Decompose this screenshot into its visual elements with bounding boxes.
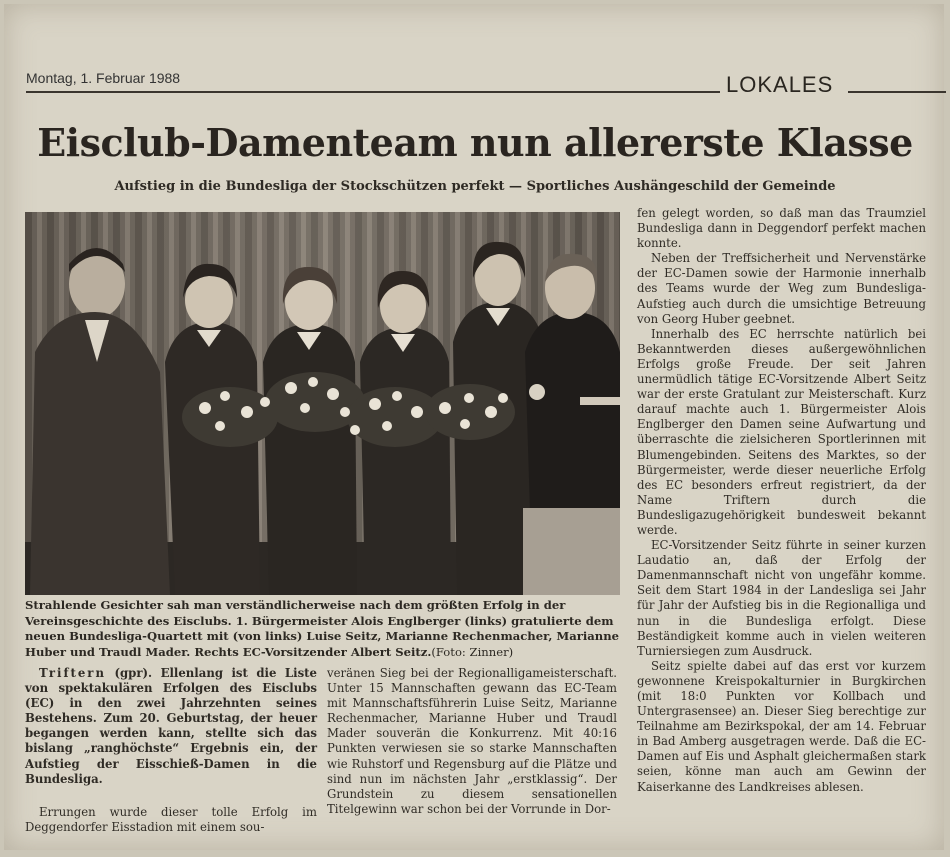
headline: Eisclub-Damenteam nun allererste Klasse	[37, 120, 913, 165]
paragraph: Seitz spielte dabei auf das erst vor kurzem gewonnene Kreispokalturnier in Burgkirchen (mit 18:0 Punkten vor Kollbach und Untergrasensee) an. Dieser Sieg berechtige zur Teilnahme am Bezirkspokal, der am 14. Februar in Bad Amberg ausgetragen werde. Daß die EC-Damen auf Eis und Asphalt gleichermaßen stark seien, könne man auch am Gewinn der Kaiserkanne des Landkreises ablesen.	[637, 658, 926, 794]
paragraph: EC-Vorsitzender Seitz führte in seiner kurzen Laudatio an, daß der Erfolg der Damenmannschaft nicht von ungefähr komme. Seit dem Start 1984 in der Landesliga sei Jahr für Jahr der Aufstieg bis in die Regionalliga und nun in die Bundesliga erfolgt. Diese Beständigkeit komme auch in vielen weiteren Turniersiegen zum Ausdruck.	[637, 538, 926, 658]
dateline-place: Triftern	[39, 666, 106, 680]
subheadline: Aufstieg in die Bundesliga der Stockschützen perfekt — Sportliches Aushängeschild der Gemeinde	[114, 179, 836, 194]
paragraph: Errungen wurde dieser tolle Erfolg im Deggendorfer Eisstadion mit einem sou-	[25, 804, 317, 834]
header-rule-left	[26, 91, 720, 93]
paragraph: Innerhalb des EC herrschte natürlich bei Bekanntwerden dieses außergewöhnlichen Erfolgs große Freude. Der seit Jahren unermüdlich tätige EC-Vorsitzende Albert Seitz war der erste Gratulant zur Meisterschaft. Kurz darauf machte auch 1. Bürgermeister Alois Englberger den Damen seine Aufwartung und überraschte die zielsicheren Sportlerinnen mit Blumengebinden. Seitens des Marktes, so der Bürgermeister, werde dieser neuerliche Erfolg des EC besonders erfreut registriert, da der Name Triftern durch die Bundesligazugehörigkeit bundesweit bekannt werde.	[637, 326, 926, 537]
paragraph: veränen Sieg bei der Regionalligameisterschaft. Unter 15 Mannschaften gewann das EC-Team mit Mannschaftsführerin Luise Seitz, Marianne Rechenmacher, Marianne Huber und Traudl Mader souverän die Konkurrenz. Mit 40:16 Punkten verwiesen sie so starke Mannschaften wie Ruhstorf und Regensburg auf die Plätze und sind nun im nächsten Jahr „erstklassig“. Der Grundstein zu diesem sensationellen Titelgewinn war schon bei der Vorrunde in Dor-	[327, 666, 617, 816]
photo-caption-text: Strahlende Gesichter sah man verständlicherweise nach dem größten Erfolg in der Vereinsgeschichte des Eisclubs. 1. Bürgermeister Alois Englberger (links) gratulierte dem neuen Bundesliga-Quartett mit (von links) Luise Seitz, Marianne Rechenmacher, Marianne Huber und Traudl Mader. Rechts EC-Vorsitzender Albert Seitz.	[25, 598, 620, 659]
team-photo	[25, 212, 620, 595]
team-photo-illustration	[25, 212, 620, 595]
lead-paragraph	[25, 666, 317, 787]
issue-date: Montag, 1. Februar 1988	[26, 70, 181, 86]
photo-credit: (Foto: Zinner)	[431, 644, 514, 659]
paragraph: fen gelegt worden, so daß man das Traumziel Bundesliga dann in Deggendorf perfekt machen konnte.	[637, 206, 926, 251]
photo-caption	[25, 598, 621, 660]
lead-text: (gpr). Ellenlang ist die Liste von spektakulären Erfolgen des Eisclubs (EC) in den zwei Jahrzehnten seines Bestehens. Zum 20. Geburtstag, der heuer begangen werden kann, stellte sich das bislang „ranghöchste“ Ergebnis ein, der Aufstieg der Eisschieß-Damen in die Bundesliga.	[25, 666, 317, 786]
article-column-1	[25, 666, 317, 835]
section-title: LOKALES	[726, 72, 834, 97]
article-column-2	[327, 666, 617, 817]
article-column-3	[637, 206, 926, 795]
paragraph: Neben der Treffsicherheit und Nervenstärke der EC-Damen sowie der Harmonie innerhalb des Teams wurde der Weg zum Bundesliga-Aufstieg auch durch die umsichtige Betreuung von Georg Huber geebnet.	[637, 251, 926, 326]
header-rule-right	[848, 91, 946, 93]
